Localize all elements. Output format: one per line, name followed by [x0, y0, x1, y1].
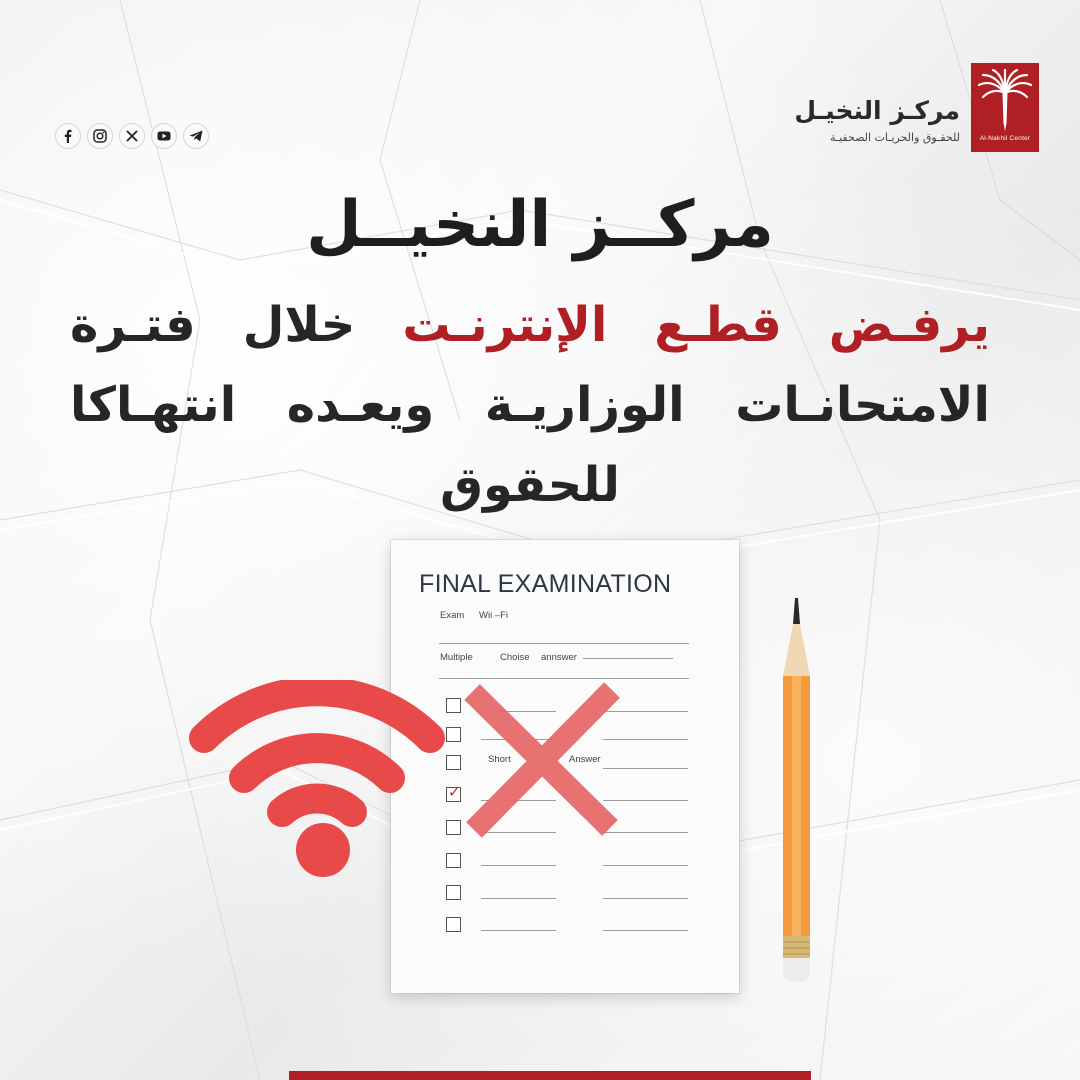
short-label: Short [488, 754, 511, 765]
headline-word: خلال [242, 297, 356, 353]
headline-word: انتهـاكا [70, 377, 237, 433]
paper-rule [603, 865, 688, 866]
check-icon: ✓ [448, 783, 461, 801]
brand-subtitle: للحقـوق والحريـات الصحفيـة [829, 131, 960, 144]
paper-rule [481, 865, 556, 866]
headline-word: ويعـده [286, 377, 435, 433]
exam-value: Wii –Fi [479, 610, 509, 621]
headline-word: الوزاريـة [484, 377, 685, 433]
headline-word: يرفـض [828, 297, 990, 353]
checkbox [446, 755, 461, 770]
paper-rule [583, 658, 673, 659]
headline-word: الامتحانـات [735, 377, 990, 433]
wifi-icon [186, 680, 448, 880]
brand-name: مركـز النخيـل [794, 96, 960, 125]
choise-label: Choise [500, 652, 530, 663]
paper-rule [439, 643, 689, 644]
checkbox [446, 727, 461, 742]
x-icon[interactable] [119, 123, 145, 149]
palm-tree-icon [977, 69, 1033, 133]
footer-accent-bar [289, 1071, 811, 1080]
telegram-icon[interactable] [183, 123, 209, 149]
instagram-icon[interactable] [87, 123, 113, 149]
logo-badge [971, 63, 1039, 152]
cross-icon [460, 680, 624, 840]
headline-line-2 [70, 365, 990, 445]
checked-checkbox [446, 783, 461, 802]
headline-line-3 [70, 445, 990, 525]
headline-word: قطـع [654, 297, 782, 353]
paper-rule [439, 678, 689, 679]
headline-line-1 [70, 285, 990, 365]
social-links [55, 123, 209, 149]
paper-rule [603, 930, 688, 931]
multiple-label: Multiple [440, 652, 473, 663]
exam-title: FINAL EXAMINATION [419, 570, 672, 598]
headline-word: للحقوق [440, 457, 620, 513]
paper-rule [481, 930, 556, 931]
checkbox [446, 917, 461, 932]
paper-rule [481, 898, 556, 899]
headline-title: مركــز النخيــل [306, 188, 774, 262]
paper-rule [603, 898, 688, 899]
checkbox [446, 698, 461, 713]
facebook-icon[interactable] [55, 123, 81, 149]
headline-word: فتـرة [70, 297, 196, 353]
logo-english-name: Al-Nakhil Center [979, 135, 1031, 142]
checkbox [446, 820, 461, 835]
exam-label: Exam [440, 610, 465, 621]
headline-body [70, 285, 990, 525]
short-answer-label: Answer [569, 754, 601, 765]
pencil-icon [776, 596, 816, 990]
checkbox [446, 853, 461, 868]
headline-word: الإنترنـت [402, 297, 608, 353]
answer-label: annswer [541, 652, 577, 663]
checkbox [446, 885, 461, 900]
youtube-icon[interactable] [151, 123, 177, 149]
